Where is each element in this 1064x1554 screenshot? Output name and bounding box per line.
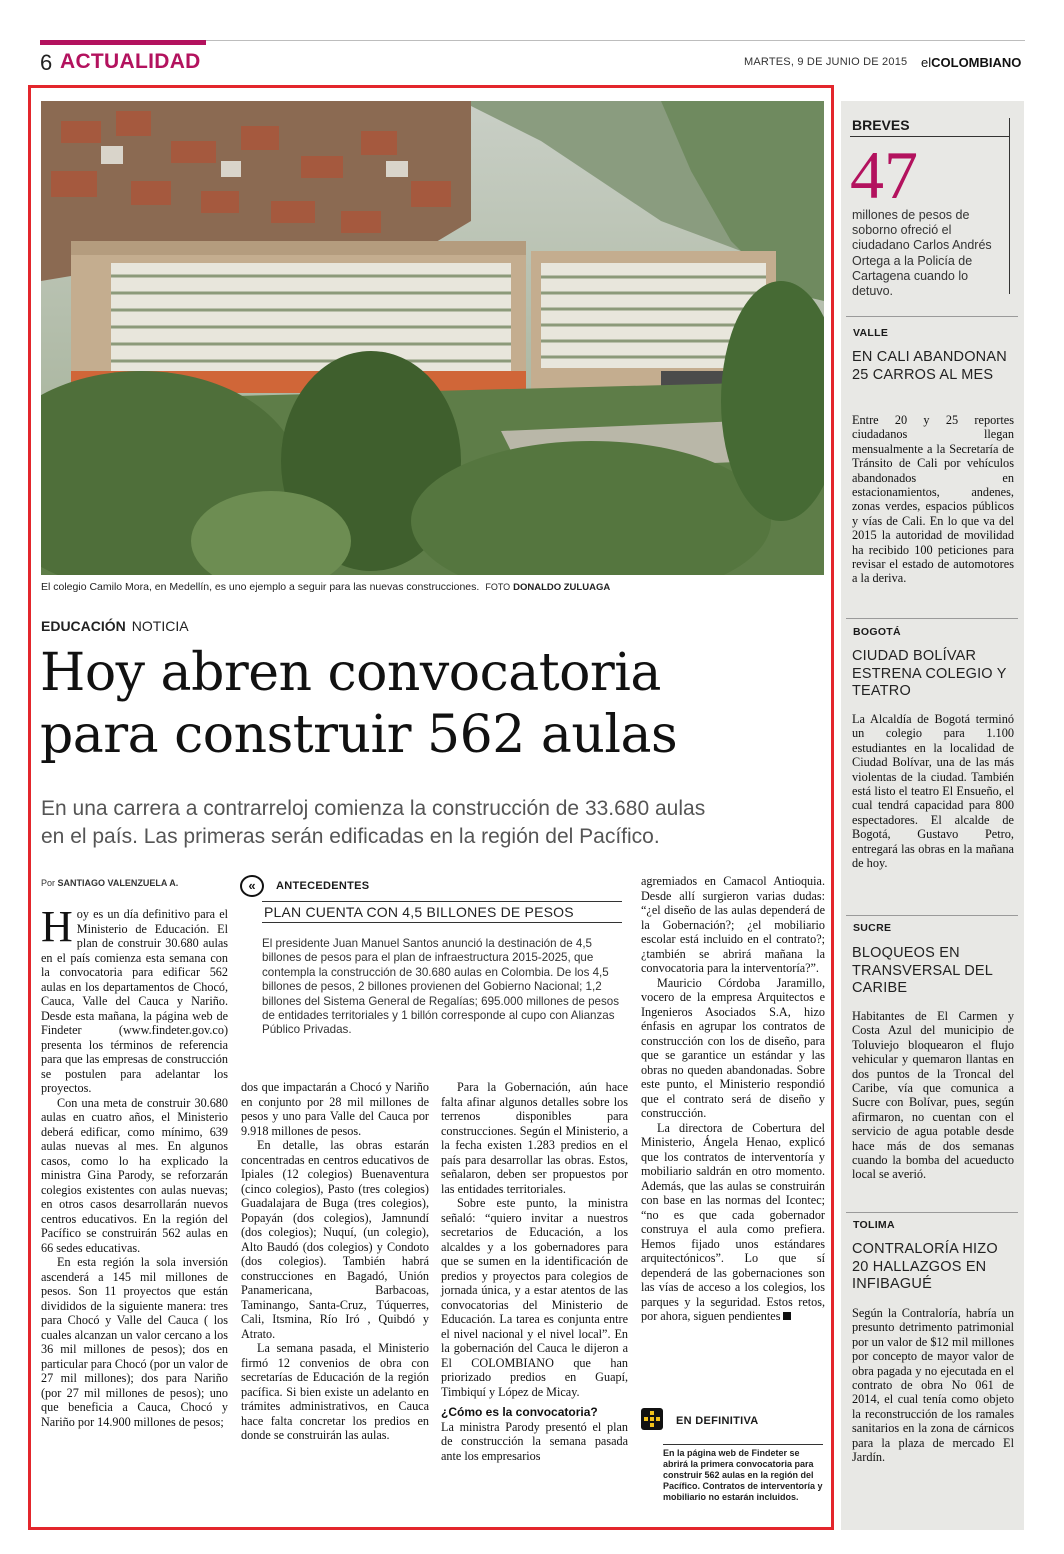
headline: [40, 642, 830, 766]
end-mark-icon: [783, 1312, 791, 1320]
masthead-prefix: el: [921, 55, 932, 70]
headline-line-2: para construir 562 aulas: [40, 705, 678, 765]
body-column-4: [641, 874, 825, 1324]
brief-headline: EN CALI ABANDONAN 25 CARROS AL MES: [852, 349, 1007, 383]
body-paragraph: [641, 1121, 825, 1324]
byline-name: SANTIAGO VALENZUELA A.: [57, 878, 179, 888]
headline-line-1: Hoy abren convocatoria: [40, 643, 661, 703]
lead-paragraph: [41, 902, 228, 1096]
body-paragraph: agremiados en Camacol Antioquia. Desde allí surgieron varias dudas: “¿el diseño de las aulas dependerá de la Gobernación?; ¿el mobiliario escolar está incluido en el contrato?; ¿también se abrirá mañana la convocatoria para la interventoría?”.: [641, 874, 825, 975]
body-paragraph: Con una meta de construir 30.680 aulas en cuatro años, el Ministerio deberá edificar, como mínimo, 639 aulas nuevas al mes. En algunos casos, como lo ha explicado la ministra Gina Parody, se reforzarán colegios existentes con aulas nuevas; en otros casos desarrollarán nuevos centros educativos. En la región del Pacífico se construirán 562 aulas en 66 sedes educativas.: [41, 1095, 228, 1255]
byline: [41, 878, 178, 888]
byline-lead: Por: [41, 878, 56, 888]
breves-title: BREVES: [852, 117, 910, 133]
body-paragraph: La semana pasada, el Ministerio firmó 12 convenios de obra con secretarías de Educación de la región pacífica. Si bien existe un adelanto en trámites administrativos, en Cauca hace falta concretar los predios en donde se construirán las aulas.: [241, 1341, 429, 1442]
photo-caption: [41, 581, 824, 593]
brief-headline: CONTRALORÍA HIZO 20 HALLAZGOS EN INFIBAGUÉ: [852, 1241, 998, 1293]
brief-body: Según la Contraloría, habría un presunto detrimento patrimonial por un valor de $12 mil millones por concepto de mayor valor de obra pagada y no ejecutada en el contrato de obra No 061 de 2014, el cual tenía como objeto la reconstrucción de los ramales sanitarios en la zona de cárnicos para la plaza de mercado El Jardín.: [852, 1306, 1014, 1465]
brief-body: Habitantes de El Carmen y Costa Azul del municipio de Toluviejo bloquearon el flujo vehicular y quemaron llantas en dos puntos de la Troncal del Caribe, vía que comunica a Sucre con Bolívar, pues, según afirmaron, no cuentan con el servicio de agua potable desde hace más de dos semanas cuando la bomba del acueducto local se averió.: [852, 1009, 1014, 1182]
brief-tag: SUCRE: [853, 922, 892, 934]
body-paragraph: dos que impactarán a Chocó y Nariño en conjunto por 28 mil millones de pesos y uno para Valle del Cauca por 9.918 millones de pesos.: [241, 1080, 429, 1138]
article-photo: [41, 101, 824, 575]
subhead: ¿Cómo es la convocatoria?: [441, 1405, 598, 1419]
body-paragraph: En esta región la sola inversión ascenderá a 145 mil millones de pesos. Son 11 proyectos que están divididos de la siguiente manera: tres para Chocó y Valle del Cauca ( los cuales alcanzan un valor cercano a los 36 mil millones de pesos); dos en particular para Chocó (por un valor de 27 mil millones); dos para Nariño (por 27 mil millones de pesos); uno que beneficia a Cauca, Chocó y Nariño por 14.900 millones de pesos;: [41, 1255, 228, 1429]
breves-divider: [846, 316, 1018, 317]
closing-text: La directora de Cobertura del Ministerio, Ángela Henao, explicó que los contratos de interventoría y mobiliario saldrán en otro momento. Además, que las aulas se construirán con base en las normas del Icontec; “no es que cada gobernador construya el aula como prefiera. Hemos fijado unos estándares arquitectónicos”. Lo que sí dependerá de las gobernaciones son las vías de acceso a los colegios, los parques y la seguridad. Estos retos, por ahora, siguen pendientes: [641, 1120, 825, 1323]
masthead: [921, 55, 1021, 70]
breves-divider: [846, 915, 1018, 916]
body-column-1: [41, 902, 228, 1429]
photo-credit: DONALDO ZULUAGA: [513, 582, 611, 593]
breves-divider: [846, 618, 1018, 619]
antecedentes-label: ANTECEDENTES: [276, 880, 370, 892]
school-building-photo: [41, 101, 824, 575]
breves-vertical-rule: [1009, 118, 1010, 294]
breves-figure-text: millones de pesos de soborno ofreció el ciudadano Carlos Andrés Ortega a la Policía de Cartagena cuando lo detuvo.: [852, 208, 992, 299]
brief-body: La Alcaldía de Bogotá terminó un colegio para 1.100 estudiantes en la localidad de Ciudad Bolívar, una de las más violentas de la ciudad. También está listo el teatro El Ensueño, el cual tendrá capacidad para 800 espectadores. El alcalde de Bogotá, Gustavo Petro, entregará las obras en la mañana de hoy.: [852, 712, 1014, 871]
antecedentes-title: PLAN CUENTA CON 4,5 BILLONES DE PESOS: [262, 901, 622, 923]
brief-headline: BLOQUEOS EN TRANSVERSAL DEL CARIBE: [852, 945, 993, 997]
article-kicker: [41, 618, 189, 634]
kicker-type: NOTICIA: [131, 618, 189, 634]
en-definitiva-body: En la página web de Findeter se abrirá la primera convocatoria para construir 562 aulas en la región del Pacífico. Contratos de interventoría y mobiliario no estarán incluidos.: [663, 1444, 823, 1503]
body-paragraph: Para la Gobernación, aún hace falta afinar algunos detalles sobre los terrenos disponibles para construcciones. Según el Ministerio, a la fecha existen 1.283 predios en el país para desarrollar las obras. Estos, señalaron, deben ser propuestos por las entidades territoriales.: [441, 1080, 628, 1196]
masthead-name: COLOMBIANO: [931, 55, 1022, 70]
brief-tag: TOLIMA: [853, 1219, 895, 1231]
body-paragraph: La ministra Parody presentó el plan de construcción la semana pasada ante los empresarios: [441, 1419, 628, 1463]
body-paragraph: En detalle, las obras estarán concentradas en centros educativos de Ipiales (12 colegios) Buenaventura (cinco colegios), Pasto (tres colegios) Guadalajara de Buga (tres colegios), Popayán (dos colegios), Jamnundí (dos colegios); Nuquí, (un colegio), Alto Baudó (dos colegios) y Condoto (dos colegios). También habrá construcciones en Bagadó, Unión Panamericana, Barbacoas, Taminango, Santa-Cruz, Túquerres, Cali, Itsmina, Río Iró , Quibdó y Atrato.: [241, 1138, 429, 1341]
antecedentes-body: El presidente Juan Manuel Santos anunció la destinación de 4,5 billones de pesos para el plan de infraestructura 2015-2025, que contempla la construcción de 30.680 aulas en Colombia. De los 4,5 billones de pesos, 2 billones provienen del Gobierno Nacional; 1,2 billones del Sistema General de Regalías; 695.000 millones de pesos de entidades territoriales y 1 billón corresponde al cupo con Alianzas Público Privadas.: [262, 937, 620, 1037]
body-paragraph: Sobre este punto, la ministra señaló: “quiero invitar a nuestros secretarios de Educación, a los alcaldes y a los gobernadores para que se sumen en la identificación de predios y proyectos para colegios de jornada única, y a estar atentos de las convocatorias del Ministerio de Educación. La tarea es conjunta entre el nivel nacional y el nivel local”. En la gobernación del Cauca le dijeron a El COLOMBIANO que han priorizado predios en Guapí, Timbiquí y López de Micay.: [441, 1196, 628, 1399]
photo-credit-lead: FOTO: [485, 582, 511, 592]
drop-cap: H: [41, 902, 73, 951]
brief-tag: BOGOTÁ: [853, 626, 901, 638]
body-column-2: [241, 1080, 429, 1443]
body-column-3: [441, 1080, 628, 1463]
brief-headline: CIUDAD BOLÍVAR ESTRENA COLEGIO Y TEATRO: [852, 648, 1007, 700]
caption-text: El colegio Camilo Mora, en Medellín, es uno ejemplo a seguir para las nuevas construcciones.: [41, 581, 480, 593]
brief-body: Entre 20 y 25 reportes ciudadanos llegan mensualmente a la Secretaría de Tránsito de Cali por vehículos abandonados en estacionamientos, andenes, zonas verdes, espacios públicos y vías de Cali. En lo que va del 2015 la autoridad de movilidad ha recibido 100 peticiones para revisar el estado de automotores a la deriva.: [852, 413, 1014, 586]
issue-date: MARTES, 9 DE JUNIO DE 2015: [744, 56, 908, 68]
article-deck: [41, 795, 831, 851]
body-paragraph: Mauricio Córdoba Jaramillo, vocero de la empresa Arquitectos e Ingenieros Asociados S.A, hizo énfasis en agrupar los contratos de construcción con los de diseño, para que se garantice un estándar y las obras no queden abandonadas. Sobre este punto, el Ministerio respondió que el contrato será de diseño y construcción.: [641, 975, 825, 1120]
en-definitiva-label: EN DEFINITIVA: [676, 1415, 759, 1427]
rewind-icon: «: [240, 875, 264, 897]
section-name: ACTUALIDAD: [60, 50, 201, 73]
deck-line-2: en el país. Las primeras serán edificadas en la región del Pacífico.: [41, 825, 660, 848]
page-number: 6: [40, 50, 53, 75]
lead-text: oy es un día definitivo para el Ministerio de Educación. El plan de construir 30.680 aulas en el país comienza esta semana con la convocatoria para edificar 562 aulas en los departamentos de Chocó, Cauca, Valle del Cauca y Nariño. Desde esta mañana, la página web de Findeter (www.findeter.gov.co) presenta los términos de referencia para que las empresas de construcción se postulen para adelantar los proyectos.: [41, 907, 228, 1095]
breves-figure: 47: [850, 137, 918, 213]
brief-tag: VALLE: [853, 327, 889, 339]
asterisk-icon: [641, 1408, 663, 1430]
breves-divider: [846, 1212, 1018, 1213]
kicker-topic: EDUCACIÓN: [41, 618, 126, 634]
deck-line-1: En una carrera a contrarreloj comienza la construcción de 33.680 aulas: [41, 797, 706, 820]
section-accent-bar: [40, 40, 206, 45]
